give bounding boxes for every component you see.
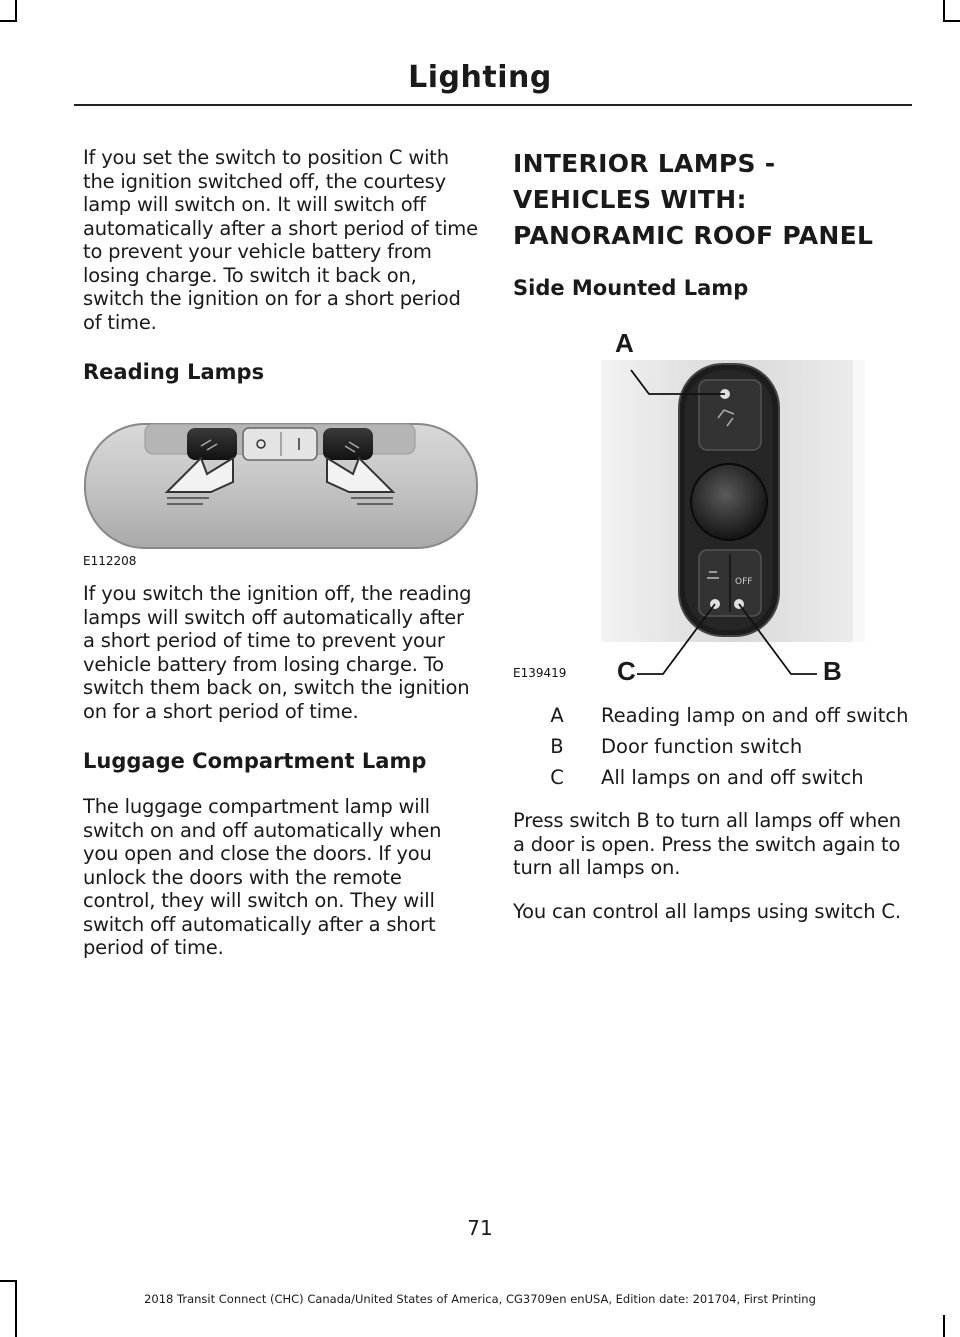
crop-mark bbox=[0, 1280, 17, 1282]
figure-id: E112208 bbox=[83, 554, 137, 568]
intro-paragraph: If you set the switch to position C with the ignition switched off, the courtesy lamp will switch on. It will switch off automatically after a short period of time to prevent your vehicle battery from losing charge. To switch it back on, switch the ignition on for a short period of time. bbox=[83, 146, 478, 334]
crop-mark bbox=[943, 20, 960, 22]
page-title: Lighting bbox=[408, 60, 552, 95]
side-lamp-illustration bbox=[513, 322, 909, 686]
callout-b-label: B bbox=[823, 656, 842, 686]
figure-id: E139419 bbox=[513, 666, 567, 680]
legend-label: Reading lamp on and off switch bbox=[601, 704, 909, 727]
crop-mark bbox=[15, 0, 17, 22]
footer-text: 2018 Transit Connect (CHC) Canada/United States of America, CG3709en enUSA, Edition date: 201704, First Printing bbox=[144, 1292, 816, 1306]
crop-mark bbox=[0, 20, 17, 22]
crop-mark bbox=[943, 1315, 945, 1337]
left-column bbox=[83, 146, 479, 980]
legend-key: A bbox=[550, 704, 564, 727]
header-divider bbox=[74, 104, 912, 106]
crop-mark bbox=[943, 0, 945, 22]
callout-c-label: C bbox=[617, 656, 636, 686]
legend-key: B bbox=[550, 735, 564, 758]
crop-mark bbox=[15, 1280, 17, 1337]
legend-row bbox=[513, 735, 909, 758]
callout-a-label: A bbox=[615, 328, 634, 358]
legend-row bbox=[513, 704, 909, 727]
switch-b-paragraph: Press switch B to turn all lamps off when a door is open. Press the switch again to turn all lamps on. bbox=[513, 809, 901, 879]
reading-lamps-heading: Reading Lamps bbox=[83, 360, 265, 384]
luggage-lamp-heading: Luggage Compartment Lamp bbox=[83, 749, 427, 773]
legend-label: All lamps on and off switch bbox=[601, 766, 864, 789]
switch-c-paragraph: You can control all lamps using switch C. bbox=[513, 899, 901, 923]
reading-lamps-figure bbox=[83, 406, 479, 568]
page-number: 71 bbox=[467, 1216, 493, 1240]
legend-row bbox=[513, 766, 909, 789]
reading-lamps-paragraph: If you switch the ignition off, the reading lamps will switch off automatically after a short period of time to prevent your vehicle battery from losing charge. To switch them back on, switch the ignition on for a short period of time. bbox=[83, 582, 472, 723]
legend-list bbox=[513, 704, 909, 789]
section-heading: INTERIOR LAMPS - VEHICLES WITH: PANORAMIC ROOF PANEL bbox=[513, 149, 874, 250]
side-mounted-lamp-heading: Side Mounted Lamp bbox=[513, 276, 749, 300]
left-reading-button bbox=[187, 428, 237, 460]
reading-lamp-illustration bbox=[83, 406, 479, 556]
svg-text:OFF: OFF bbox=[735, 577, 753, 587]
legend-label: Door function switch bbox=[601, 735, 803, 758]
luggage-lamp-paragraph: The luggage compartment lamp will switch on and off automatically when you open and close the doors. If you unlock the doors with the remote control, they will switch on. They will switch off automatically after a short period of time. bbox=[83, 795, 442, 959]
right-reading-button bbox=[323, 428, 373, 460]
reading-lamp-switch bbox=[699, 380, 761, 450]
lamp-lens bbox=[691, 464, 767, 540]
legend-key: C bbox=[550, 766, 564, 789]
right-column bbox=[513, 146, 909, 943]
side-mounted-lamp-figure bbox=[513, 322, 909, 686]
